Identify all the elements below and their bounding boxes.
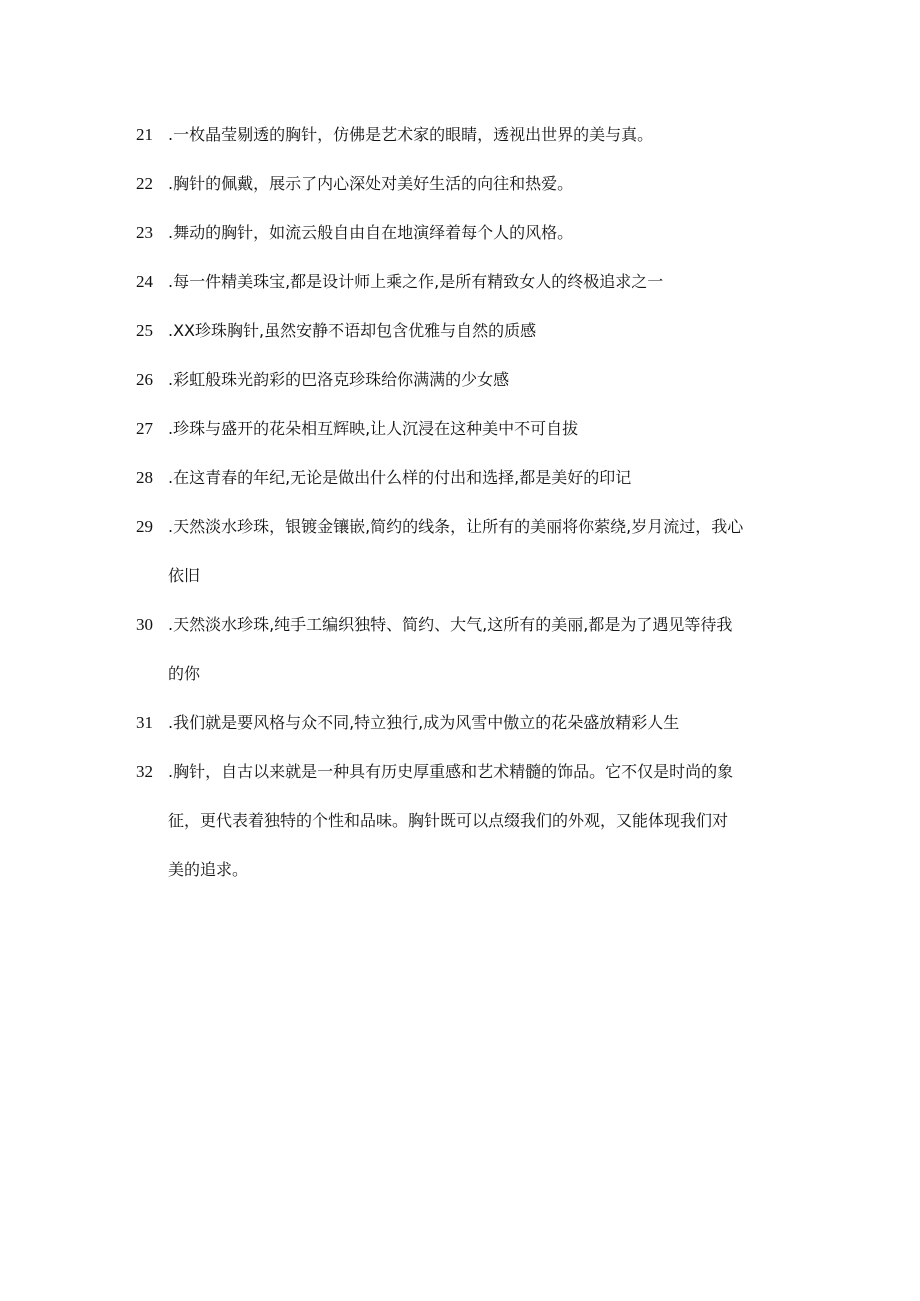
numbered-list xyxy=(136,120,796,904)
list-item-28 xyxy=(136,463,796,492)
list-item-21 xyxy=(136,120,796,149)
list-item-25 xyxy=(136,316,796,345)
item-number: 30 xyxy=(136,615,153,634)
item-line: .彩虹般珠光韵彩的巴洛克珍珠给你满满的少女感 xyxy=(168,370,510,389)
item-line: .舞动的胸针，如流云般自由自在地演绎着每个人的风格。 xyxy=(168,223,574,242)
list-item-31 xyxy=(136,708,796,737)
item-line: .天然淡水珍珠,纯手工编织独特、简约、大气,这所有的美丽,都是为了遇见等待我 xyxy=(168,615,733,634)
item-number: 21 xyxy=(136,125,153,144)
list-item-30 xyxy=(136,610,796,688)
item-line: .天然淡水珍珠，银镀金镶嵌,简约的线条，让所有的美丽将你萦绕,岁月流过，我心 xyxy=(168,517,744,536)
item-line: .珍珠与盛开的花朵相互辉映,让人沉浸在这种美中不可自拔 xyxy=(168,419,579,438)
item-number: 24 xyxy=(136,272,153,291)
item-number: 32 xyxy=(136,762,153,781)
list-item-23 xyxy=(136,218,796,247)
list-item-26 xyxy=(136,365,796,394)
item-line: 美的追求。 xyxy=(168,860,249,879)
item-number: 22 xyxy=(136,174,153,193)
item-number: 31 xyxy=(136,713,153,732)
item-number: 26 xyxy=(136,370,153,389)
item-line: 征，更代表着独特的个性和品味。胸针既可以点缀我们的外观，又能体现我们对 xyxy=(168,811,729,830)
item-line: .胸针，自古以来就是一种具有历史厚重感和艺术精髓的饰品。它不仅是时尚的象 xyxy=(168,762,734,781)
list-item-24 xyxy=(136,267,796,296)
item-number: 29 xyxy=(136,517,153,536)
item-line: 依旧 xyxy=(168,566,201,585)
list-item-32 xyxy=(136,757,796,884)
item-line: .胸针的佩戴，展示了内心深处对美好生活的向往和热爱。 xyxy=(168,174,574,193)
item-line: .一枚晶莹剔透的胸针，仿佛是艺术家的眼睛，透视出世界的美与真。 xyxy=(168,125,654,144)
item-line: .每一件精美珠宝,都是设计师上乘之作,是所有精致女人的终极追求之一 xyxy=(168,272,664,291)
list-item-29 xyxy=(136,512,796,590)
item-number: 23 xyxy=(136,223,153,242)
item-line: .我们就是要风格与众不同,特立独行,成为风雪中傲立的花朵盛放精彩人生 xyxy=(168,713,680,732)
item-line: 的你 xyxy=(168,664,201,683)
list-item-22 xyxy=(136,169,796,198)
item-line: .XX珍珠胸针,虽然安静不语却包含优雅与自然的质感 xyxy=(168,321,537,340)
list-item-27 xyxy=(136,414,796,443)
item-line: .在这青春的年纪,无论是做出什么样的付出和选择,都是美好的印记 xyxy=(168,468,632,487)
item-number: 27 xyxy=(136,419,153,438)
item-number: 28 xyxy=(136,468,153,487)
item-number: 25 xyxy=(136,321,153,340)
